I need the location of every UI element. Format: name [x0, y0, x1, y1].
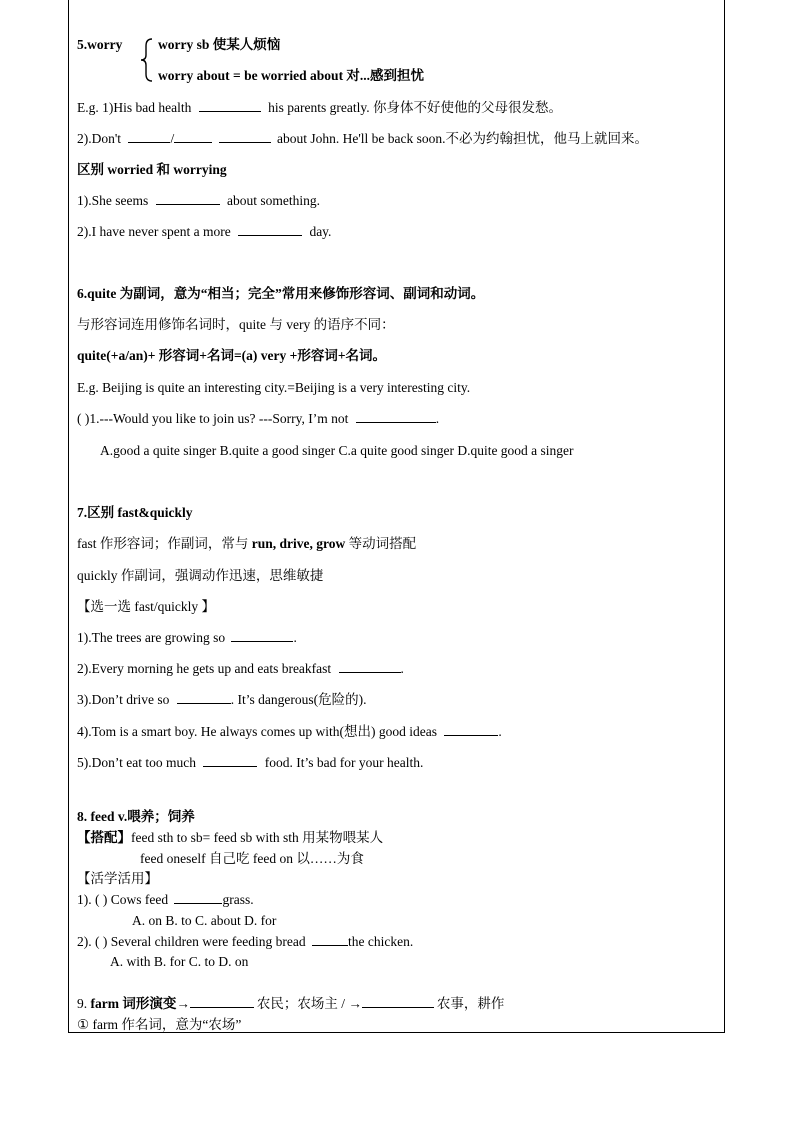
blank [199, 99, 261, 112]
example-1 [77, 99, 562, 117]
question-text: grass. [222, 892, 254, 907]
question-text: 1). ( ) Cows feed [77, 892, 169, 907]
question-text: . [293, 630, 297, 645]
slash: / [170, 131, 175, 146]
question-7-5 [77, 754, 423, 772]
question-text: . It’s dangerous(危险的). [230, 692, 367, 707]
question-text: 1).The trees are growing so [77, 630, 226, 645]
question-text: 2).Every morning he gets up and eats breakfast [77, 661, 332, 676]
blank [177, 691, 231, 704]
practice-heading: 【活学活用】 [77, 871, 158, 886]
question-6-1 [77, 410, 439, 428]
question-7-4 [77, 723, 502, 741]
question-6-options: A.good a quite singer B.quite a good singer C.a quite good singer D.quite good a singer [100, 443, 574, 458]
section-9-end: 农事，耕作 [436, 996, 505, 1011]
section-8-heading: 8. feed v.喂养；饲养 [77, 809, 195, 824]
question-7-3 [77, 691, 366, 709]
blank [128, 130, 170, 143]
quickly-usage: quickly 作副词，强调动作迅速，思维敏捷 [77, 568, 324, 583]
blank [156, 192, 220, 205]
question-7-1 [77, 629, 297, 647]
question-text: day. [309, 224, 332, 239]
section-5-heading: 5.worry [77, 37, 123, 52]
section-7-heading: 7.区别 fast&quickly [77, 505, 193, 520]
example-2-start: 2).Don't [77, 131, 122, 146]
fast-usage [77, 535, 416, 553]
worry-option-1: worry sb 使某人烦恼 [158, 37, 281, 52]
farm-noun-line: ① farm 作名词，意为“农场” [77, 1017, 242, 1032]
fast-usage-text: 等动词搭配 [345, 536, 417, 551]
fast-verbs: run, drive, grow [251, 536, 346, 551]
blank [362, 995, 434, 1008]
question-8-2-options: A. with B. for C. to D. on [110, 954, 249, 969]
blank [190, 995, 254, 1008]
question-text: ( )1.---Would you like to join us? ---Sorry, I’m not [77, 411, 349, 426]
question-text: 3).Don’t drive so [77, 692, 170, 707]
blank [203, 754, 257, 767]
question-text: 2).I have never spent a more [77, 224, 231, 239]
collocation-text: feed sth to sb= feed sb with sth 用某物喂某人 [131, 830, 384, 845]
fast-usage-text: fast 作形容词；作副词，常与 [77, 536, 252, 551]
curly-brace [140, 38, 154, 82]
question-7-2 [77, 660, 404, 678]
question-8-1 [77, 891, 254, 909]
question-8-1-options: A. on B. to C. about D. for [132, 913, 277, 928]
blank [219, 130, 271, 143]
example-2 [77, 130, 648, 148]
blank [174, 891, 222, 904]
worry-option-2: worry about = be worried about 对...感到担忧 [158, 68, 425, 83]
question-text: 5).Don’t eat too much [77, 755, 196, 770]
collocation-label: 【搭配】 [77, 830, 131, 845]
example-1-start: E.g. 1)His bad health [77, 100, 192, 115]
section-9-title: farm 词形演变→ [90, 996, 190, 1011]
question-text: . [400, 661, 404, 676]
blank [444, 723, 498, 736]
question-text: . [435, 411, 440, 426]
example-1-end: his parents greatly. 你身体不好使他的父母很发愁。 [268, 100, 562, 115]
worried-worrying-heading: 区别 worried 和 worrying [77, 162, 227, 177]
question-5-2 [77, 223, 331, 241]
question-text: 1).She seems [77, 193, 149, 208]
question-text: 2). ( ) Several children were feeding bread [77, 934, 306, 949]
section-9-heading [77, 995, 504, 1013]
section-9-number: 9. [77, 996, 91, 1011]
example-2-mid: about John. He'll be back soon. [276, 131, 446, 146]
blank [356, 410, 436, 423]
question-text: 4).Tom is a smart boy. He always comes up with(想出) good ideas [77, 724, 437, 739]
quite-rule: quite(+a/an)+ 形容词+名词=(a) very +形容词+名词。 [77, 348, 387, 363]
section-9-mid: 农民；农场主 / → [256, 996, 362, 1011]
question-text: . [498, 724, 502, 739]
question-5-1 [77, 192, 320, 210]
blank [339, 660, 401, 673]
feed-collocation [77, 829, 383, 847]
example-2-translation: 不必为约翰担忧，他马上就回来。 [445, 131, 648, 146]
blank [231, 629, 293, 642]
feed-collocation-2: feed oneself 自己吃 feed on 以……为食 [140, 851, 364, 866]
quite-note: 与形容词连用修饰名词时，quite 与 very 的语序不同： [77, 317, 395, 332]
question-text: about something. [227, 193, 320, 208]
blank [238, 223, 302, 236]
section-6-heading: 6.quite 为副词，意为“相当；完全”常用来修饰形容词、副词和动词。 [77, 286, 485, 301]
blank [312, 933, 348, 946]
question-text: the chicken. [348, 934, 414, 949]
question-text: food. It’s bad for your health. [264, 755, 424, 770]
quite-example: E.g. Beijing is quite an interesting city.=Beijing is a very interesting city. [77, 380, 471, 395]
choose-heading: 【选一选 fast/quickly 】 [77, 599, 215, 614]
question-8-2 [77, 933, 413, 951]
blank [174, 130, 212, 143]
